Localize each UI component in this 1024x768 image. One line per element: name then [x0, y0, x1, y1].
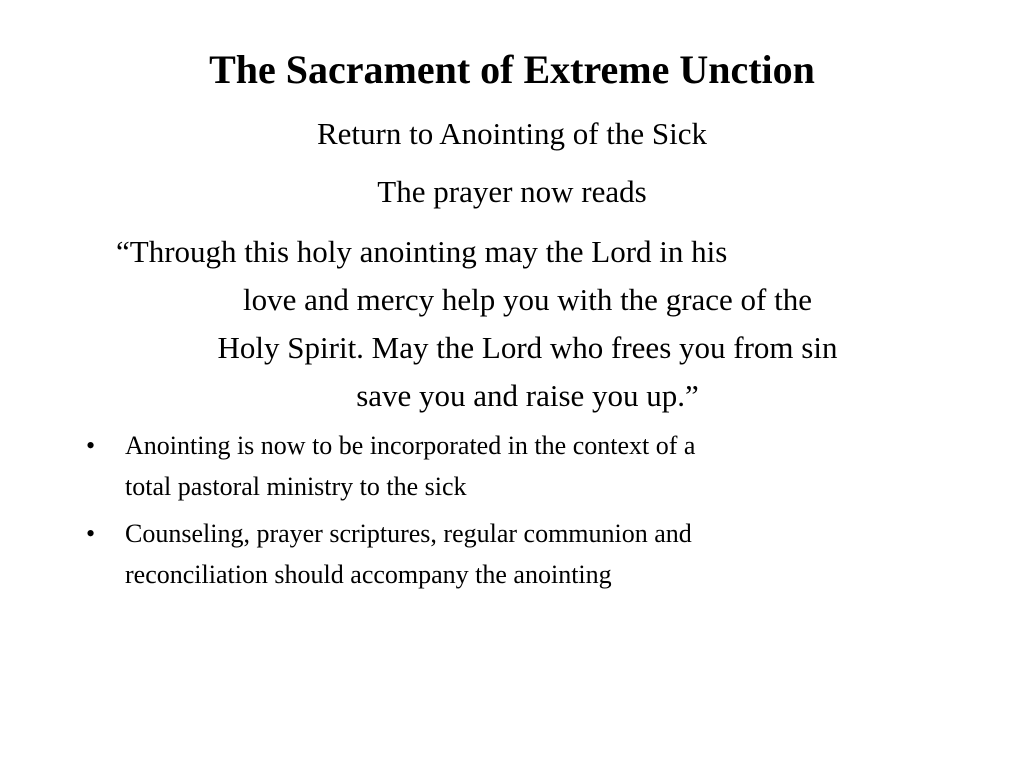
intro-text: The prayer now reads [377, 174, 647, 209]
bullet-icon: • [86, 519, 96, 548]
list-item [82, 425, 922, 507]
quote-line: Holy Spirit. May the Lord who frees you from sin [217, 330, 838, 365]
bullet-list [82, 425, 922, 601]
quote-line: save you and raise you up.” [356, 378, 699, 413]
bullet-icon: • [86, 431, 96, 460]
quote-line: love and mercy help you with the grace of the [243, 282, 812, 317]
slide-title: The Sacrament of Extreme Unction [209, 47, 815, 92]
bullet-text-line: total pastoral ministry to the sick [125, 472, 467, 501]
prayer-quote [110, 228, 945, 420]
bullet-text-line: Anointing is now to be incorporated in the context of a [125, 431, 696, 460]
quote-line: “Through this holy anointing may the Lord in his [116, 234, 728, 269]
list-item [82, 513, 922, 595]
slide-subtitle: Return to Anointing of the Sick [316, 116, 708, 151]
bullet-text-line: reconciliation should accompany the anointing [125, 560, 612, 589]
bullet-text-line: Counseling, prayer scriptures, regular communion and [125, 519, 692, 548]
